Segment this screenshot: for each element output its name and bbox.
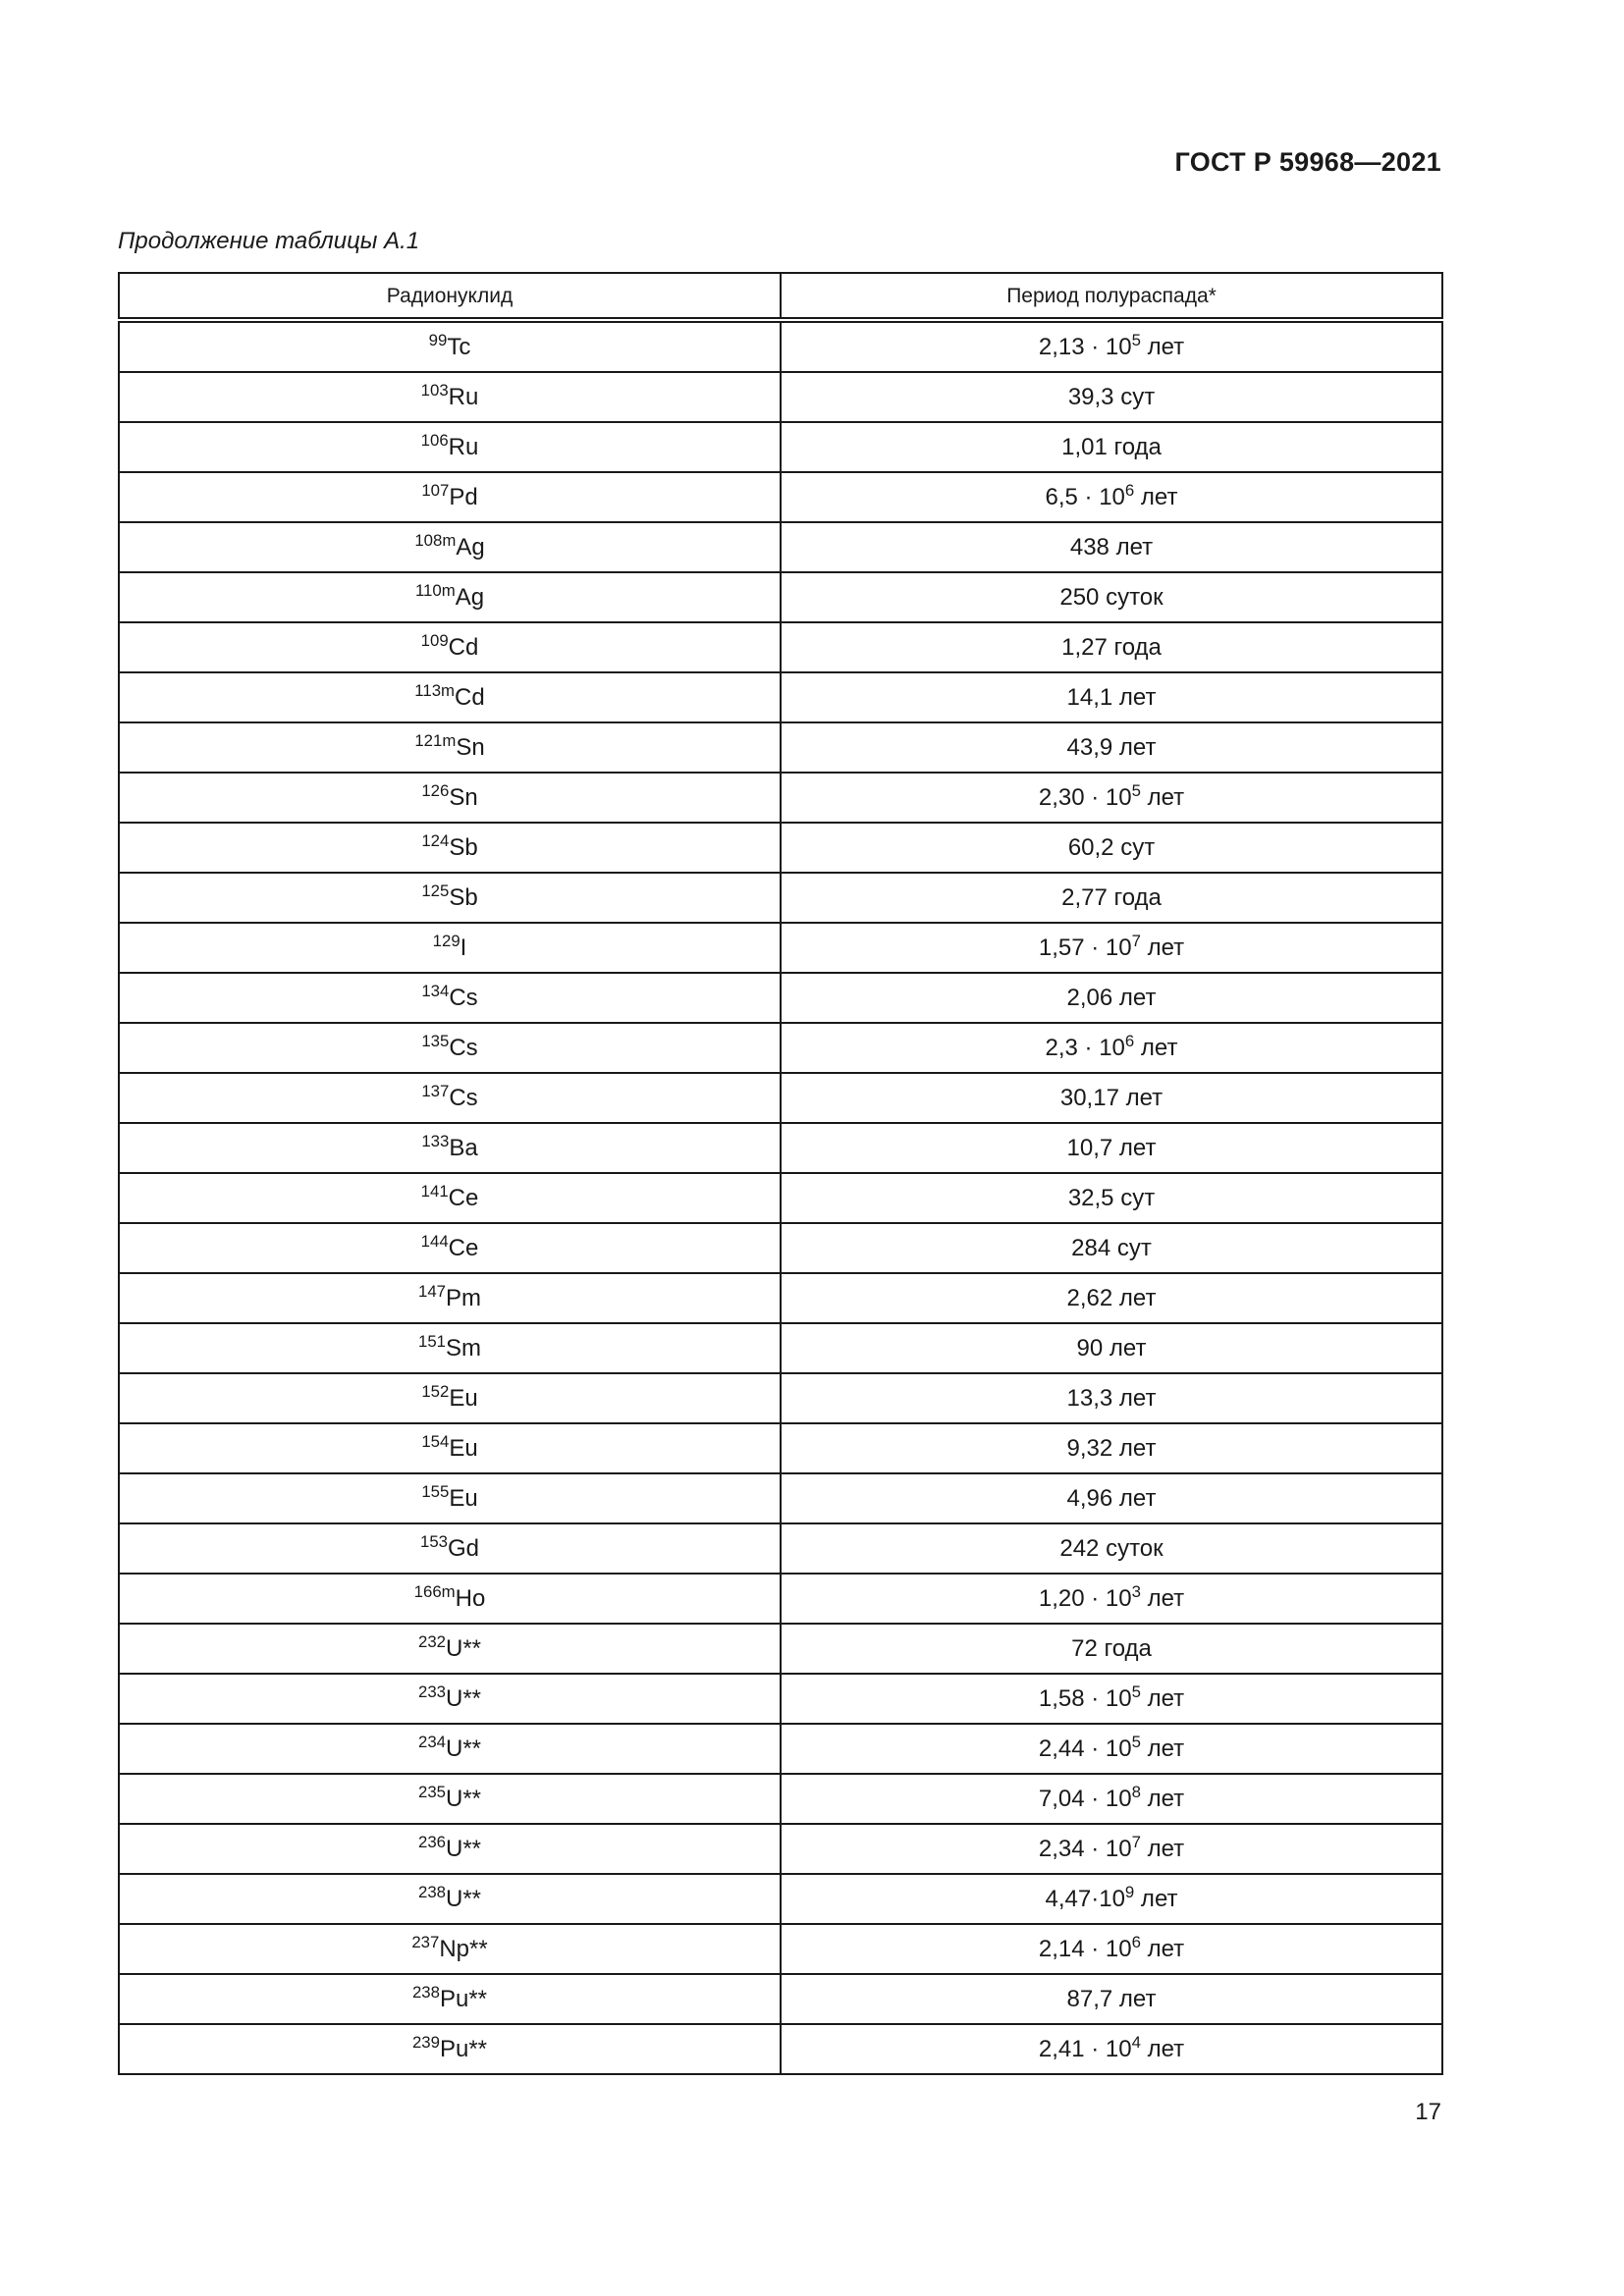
half-life-value: 14,1 лет	[1066, 683, 1157, 711]
half-life-cell	[781, 1023, 1442, 1073]
radionuclide-cell	[119, 1273, 781, 1323]
half-life-value: 2,34 · 10	[1038, 1835, 1132, 1862]
mass-number: 129	[432, 931, 460, 950]
radionuclide-cell	[119, 2024, 781, 2074]
radionuclide-cell	[119, 873, 781, 923]
radionuclide-cell	[119, 572, 781, 622]
half-life-exponent: 3	[1131, 1581, 1141, 1601]
half-life-cell	[781, 722, 1442, 773]
element-symbol: U**	[445, 1684, 481, 1712]
half-life-exponent: 4	[1131, 2032, 1141, 2052]
element-symbol: Eu	[449, 1484, 478, 1512]
radionuclide-cell	[119, 1824, 781, 1874]
radionuclide-cell	[119, 1874, 781, 1924]
half-life-value: 2,06 лет	[1066, 984, 1157, 1011]
mass-number: 237	[411, 1932, 440, 1951]
element-symbol: Ru	[448, 433, 479, 460]
radionuclide-cell	[119, 1924, 781, 1974]
radionuclide-cell	[119, 672, 781, 722]
table-row	[119, 1473, 1442, 1523]
table-row	[119, 873, 1442, 923]
table-row	[119, 1924, 1442, 1974]
mass-number: 107	[421, 480, 450, 500]
half-life-cell	[781, 1674, 1442, 1724]
half-life-value: 250 суток	[1059, 583, 1164, 611]
mass-number: 137	[421, 1081, 450, 1100]
radionuclide-cell	[119, 1223, 781, 1273]
half-life-cell	[781, 1974, 1442, 2024]
table-row	[119, 1724, 1442, 1774]
mass-number: 125	[421, 881, 450, 900]
element-symbol: Ba	[449, 1134, 478, 1161]
table-header-row	[119, 273, 1442, 320]
mass-number: 109	[420, 630, 449, 650]
table-row	[119, 1824, 1442, 1874]
half-life-cell	[781, 1173, 1442, 1223]
element-symbol: Ag	[455, 583, 485, 611]
half-life-cell	[781, 422, 1442, 472]
half-life-value: 39,3 сут	[1067, 383, 1156, 410]
half-life-cell	[781, 1473, 1442, 1523]
table-row	[119, 1624, 1442, 1674]
table-row	[119, 1023, 1442, 1073]
half-life-value: 2,3 · 10	[1045, 1034, 1125, 1061]
table-row	[119, 1373, 1442, 1423]
mass-number: 147	[418, 1281, 446, 1301]
element-symbol: Pd	[449, 483, 478, 510]
mass-number: 133	[421, 1131, 450, 1150]
radionuclide-cell	[119, 1774, 781, 1824]
element-symbol: Sb	[449, 833, 478, 861]
element-symbol: Sm	[446, 1334, 481, 1362]
half-life-value: 30,17 лет	[1059, 1084, 1164, 1111]
radionuclide-cell	[119, 1123, 781, 1173]
element-symbol: I	[460, 934, 467, 961]
table-row	[119, 1173, 1442, 1223]
table-caption: Продолжение таблицы А.1	[118, 228, 420, 254]
half-life-cell	[781, 672, 1442, 722]
half-life-value: 10,7 лет	[1066, 1134, 1157, 1161]
element-symbol: U**	[445, 1634, 481, 1662]
table-row	[119, 1073, 1442, 1123]
element-symbol: Ru	[448, 383, 479, 410]
mass-number: 126	[421, 780, 450, 800]
table-row	[119, 622, 1442, 672]
radionuclide-cell	[119, 472, 781, 522]
half-life-value: 32,5 сут	[1067, 1184, 1156, 1211]
table-row	[119, 1223, 1442, 1273]
mass-number: 155	[421, 1481, 450, 1501]
radionuclide-cell	[119, 1523, 781, 1574]
radionuclide-cell	[119, 622, 781, 672]
element-symbol: Pu**	[439, 1985, 488, 2012]
half-life-unit: лет	[1140, 1735, 1185, 1762]
half-life-cell	[781, 1574, 1442, 1624]
half-life-unit: лет	[1140, 1785, 1185, 1812]
half-life-cell	[781, 1724, 1442, 1774]
half-life-unit: лет	[1140, 1935, 1185, 1962]
half-life-unit: лет	[1134, 1885, 1178, 1912]
half-life-exponent: 6	[1131, 1932, 1141, 1951]
half-life-value: 2,14 · 10	[1038, 1935, 1132, 1962]
table-row	[119, 1774, 1442, 1824]
element-symbol: Cs	[449, 984, 478, 1011]
element-symbol: Gd	[447, 1534, 479, 1562]
half-life-unit: лет	[1140, 1584, 1185, 1612]
half-life-cell	[781, 1824, 1442, 1874]
element-symbol: U**	[445, 1835, 481, 1862]
element-symbol: Cs	[449, 1084, 478, 1111]
radionuclide-cell	[119, 422, 781, 472]
element-symbol: Pu**	[439, 2035, 488, 2062]
radionuclide-cell	[119, 1073, 781, 1123]
radionuclide-cell	[119, 1373, 781, 1423]
mass-number: 124	[421, 830, 450, 850]
half-life-unit: лет	[1140, 934, 1185, 961]
element-symbol: Ho	[455, 1584, 486, 1612]
half-life-value: 72 года	[1071, 1634, 1152, 1662]
half-life-value: 2,13 · 10	[1038, 333, 1132, 360]
table-row	[119, 372, 1442, 422]
mass-number: 238	[411, 1982, 440, 2002]
element-symbol: U**	[445, 1785, 481, 1812]
radionuclide-cell	[119, 1323, 781, 1373]
table-row	[119, 773, 1442, 823]
half-life-value: 4,47·10	[1045, 1885, 1125, 1912]
half-life-cell	[781, 1373, 1442, 1423]
half-life-unit: лет	[1140, 1835, 1185, 1862]
half-life-value: 2,44 · 10	[1038, 1735, 1132, 1762]
half-life-value: 1,27 года	[1061, 633, 1162, 661]
radionuclide-cell	[119, 522, 781, 572]
radionuclide-cell	[119, 722, 781, 773]
half-life-exponent: 7	[1131, 1832, 1141, 1851]
half-life-unit: лет	[1140, 783, 1185, 811]
half-life-cell	[781, 2024, 1442, 2074]
mass-number: 236	[417, 1832, 446, 1851]
table-body	[119, 320, 1442, 2074]
half-life-value: 2,41 · 10	[1038, 2035, 1132, 2062]
half-life-unit: лет	[1140, 333, 1185, 360]
radionuclide-cell	[119, 923, 781, 973]
table-row	[119, 572, 1442, 622]
radionuclide-cell	[119, 1023, 781, 1073]
element-symbol: Eu	[449, 1384, 478, 1412]
half-life-exponent: 5	[1131, 330, 1141, 349]
mass-number: 152	[421, 1381, 450, 1401]
half-life-value: 2,30 · 10	[1038, 783, 1132, 811]
half-life-cell	[781, 372, 1442, 422]
half-life-cell	[781, 572, 1442, 622]
table-row	[119, 1123, 1442, 1173]
half-life-exponent: 6	[1124, 480, 1135, 500]
half-life-cell	[781, 1523, 1442, 1574]
mass-number: 106	[420, 430, 449, 450]
half-life-unit: лет	[1134, 1034, 1178, 1061]
mass-number: 153	[419, 1531, 448, 1551]
table-row	[119, 472, 1442, 522]
mass-number: 151	[418, 1331, 446, 1351]
half-life-cell	[781, 1223, 1442, 1273]
mass-number: 108m	[414, 530, 457, 550]
element-symbol: Cd	[448, 633, 479, 661]
table-row	[119, 1574, 1442, 1624]
column-header-radionuclide: Радионуклид	[119, 273, 781, 320]
half-life-cell	[781, 773, 1442, 823]
element-symbol: Tc	[447, 333, 471, 360]
table-row	[119, 1423, 1442, 1473]
mass-number: 113m	[414, 680, 456, 700]
table-row	[119, 1323, 1442, 1373]
half-life-value: 1,01 года	[1061, 433, 1162, 460]
mass-number: 110m	[414, 580, 456, 600]
element-symbol: Cd	[455, 683, 485, 711]
half-life-value: 1,57 · 10	[1038, 934, 1132, 961]
radionuclide-cell	[119, 973, 781, 1023]
half-life-cell	[781, 1423, 1442, 1473]
element-symbol: U**	[445, 1885, 481, 1912]
mass-number: 239	[411, 2032, 440, 2052]
mass-number: 232	[417, 1631, 446, 1651]
mass-number: 99	[428, 330, 448, 349]
table-row	[119, 1974, 1442, 2024]
column-header-half-life: Период полураспада*	[781, 273, 1442, 320]
radionuclide-cell	[119, 1624, 781, 1674]
table-row	[119, 320, 1442, 372]
half-life-value: 2,77 года	[1061, 883, 1162, 911]
mass-number: 144	[420, 1231, 449, 1251]
element-symbol: Sn	[456, 733, 485, 761]
element-symbol: Np**	[439, 1935, 488, 1962]
element-symbol: Ag	[456, 533, 485, 561]
half-life-value: 90 лет	[1076, 1334, 1147, 1362]
mass-number: 166m	[413, 1581, 456, 1601]
element-symbol: Pm	[446, 1284, 481, 1311]
half-life-value: 284 сут	[1071, 1234, 1152, 1261]
page-number: 17	[1415, 2099, 1441, 2125]
mass-number: 235	[417, 1782, 446, 1801]
half-life-cell	[781, 1123, 1442, 1173]
half-life-cell	[781, 1323, 1442, 1373]
mass-number: 103	[420, 380, 449, 400]
element-symbol: U**	[445, 1735, 481, 1762]
half-life-cell	[781, 1073, 1442, 1123]
table-row	[119, 1674, 1442, 1724]
half-life-cell	[781, 522, 1442, 572]
radionuclide-cell	[119, 1724, 781, 1774]
half-life-cell	[781, 1273, 1442, 1323]
half-life-value: 242 суток	[1059, 1534, 1164, 1562]
half-life-cell	[781, 472, 1442, 522]
half-life-value: 60,2 сут	[1067, 833, 1156, 861]
radionuclide-cell	[119, 1974, 781, 2024]
element-symbol: Ce	[448, 1184, 479, 1211]
table-row	[119, 923, 1442, 973]
table-row	[119, 522, 1442, 572]
element-symbol: Ce	[448, 1234, 479, 1261]
table-row	[119, 1523, 1442, 1574]
radionuclide-cell	[119, 823, 781, 873]
half-life-value: 2,62 лет	[1066, 1284, 1157, 1311]
half-life-value: 1,58 · 10	[1038, 1684, 1132, 1712]
half-life-value: 438 лет	[1069, 533, 1154, 561]
half-life-value: 7,04 · 10	[1038, 1785, 1132, 1812]
radionuclide-cell	[119, 1473, 781, 1523]
mass-number: 135	[421, 1031, 450, 1050]
table-row	[119, 672, 1442, 722]
half-life-unit: лет	[1140, 1684, 1185, 1712]
mass-number: 233	[417, 1682, 446, 1701]
half-life-exponent: 5	[1131, 780, 1141, 800]
radionuclide-cell	[119, 372, 781, 422]
half-life-value: 9,32 лет	[1066, 1434, 1157, 1462]
half-life-cell	[781, 923, 1442, 973]
half-life-unit: лет	[1140, 2035, 1185, 2062]
half-life-value: 87,7 лет	[1066, 1985, 1157, 2012]
half-life-exponent: 5	[1131, 1732, 1141, 1751]
table-row	[119, 1874, 1442, 1924]
table-row	[119, 823, 1442, 873]
table-row	[119, 422, 1442, 472]
half-life-cell	[781, 1874, 1442, 1924]
half-life-value: 1,20 · 10	[1038, 1584, 1132, 1612]
half-life-table	[118, 272, 1443, 2075]
half-life-value: 6,5 · 10	[1045, 483, 1125, 510]
half-life-cell	[781, 622, 1442, 672]
element-symbol: Eu	[449, 1434, 478, 1462]
half-life-unit: лет	[1134, 483, 1178, 510]
half-life-cell	[781, 1624, 1442, 1674]
element-symbol: Cs	[449, 1034, 478, 1061]
mass-number: 154	[421, 1431, 450, 1451]
half-life-value: 43,9 лет	[1066, 733, 1157, 761]
radionuclide-cell	[119, 320, 781, 372]
radionuclide-cell	[119, 1574, 781, 1624]
half-life-cell	[781, 973, 1442, 1023]
half-life-exponent: 7	[1131, 931, 1141, 950]
document-code: ГОСТ Р 59968—2021	[1174, 147, 1441, 177]
half-life-exponent: 5	[1131, 1682, 1141, 1701]
table-row	[119, 973, 1442, 1023]
half-life-exponent: 8	[1131, 1782, 1141, 1801]
mass-number: 121m	[414, 730, 457, 750]
element-symbol: Sb	[449, 883, 478, 911]
mass-number: 141	[420, 1181, 449, 1201]
table-row	[119, 2024, 1442, 2074]
radionuclide-cell	[119, 1674, 781, 1724]
half-life-value: 13,3 лет	[1066, 1384, 1157, 1412]
half-life-exponent: 6	[1124, 1031, 1135, 1050]
mass-number: 234	[417, 1732, 446, 1751]
half-life-cell	[781, 873, 1442, 923]
half-life-exponent: 9	[1124, 1882, 1135, 1901]
half-life-cell	[781, 1774, 1442, 1824]
radionuclide-cell	[119, 1423, 781, 1473]
radionuclide-cell	[119, 1173, 781, 1223]
element-symbol: Sn	[449, 783, 478, 811]
mass-number: 134	[421, 981, 450, 1000]
table-row	[119, 1273, 1442, 1323]
half-life-cell	[781, 320, 1442, 372]
half-life-cell	[781, 823, 1442, 873]
radionuclide-cell	[119, 773, 781, 823]
table-row	[119, 722, 1442, 773]
mass-number: 238	[417, 1882, 446, 1901]
half-life-cell	[781, 1924, 1442, 1974]
half-life-value: 4,96 лет	[1066, 1484, 1157, 1512]
